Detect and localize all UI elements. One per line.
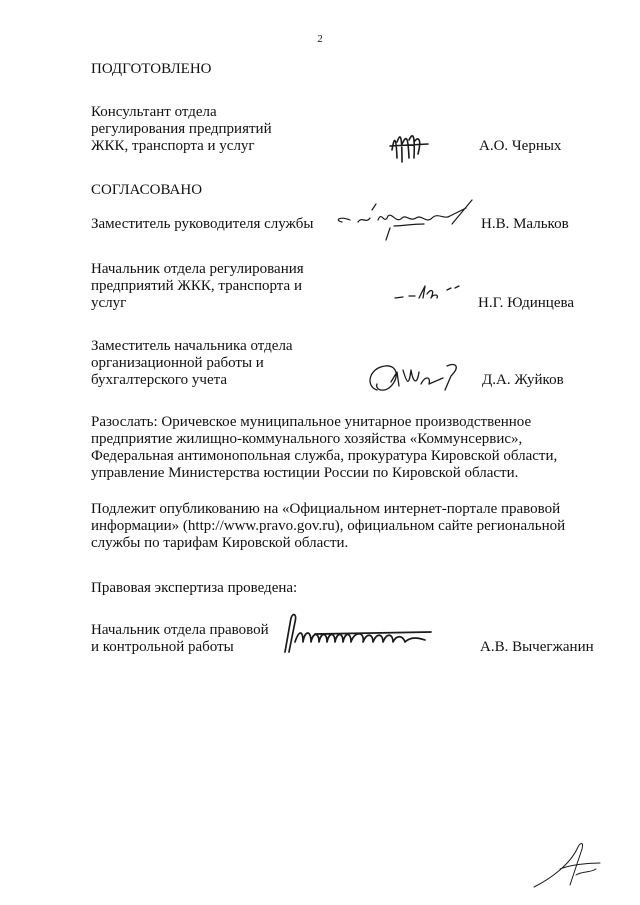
signatory-3-position: Заместитель начальника отдела bbox=[91, 338, 293, 354]
signature-zhuikov bbox=[363, 356, 473, 398]
signatory-2-position: Начальник отдела регулирования bbox=[91, 261, 304, 277]
signature-yudintseva bbox=[393, 280, 473, 308]
signatory-2-position: услуг bbox=[91, 295, 127, 311]
legal-review-position: Начальник отдела правовой bbox=[91, 622, 269, 638]
distribution-line: управление Министерства юстиции России по Кировской области. bbox=[91, 465, 519, 481]
legal-review-heading: Правовая экспертиза проведена: bbox=[91, 580, 298, 596]
distribution-line: Разослать: Оричевское муниципальное унитарное производственное bbox=[91, 414, 532, 430]
signatory-3-name: Д.А. Жуйков bbox=[482, 372, 564, 388]
signature-malkov bbox=[332, 190, 482, 242]
publication-paragraph bbox=[91, 501, 597, 552]
signatory-2-position: предприятий ЖКК, транспорта и bbox=[91, 278, 302, 294]
signatory-3-position: бухгалтерского учета bbox=[91, 372, 228, 388]
corner-initials-signature bbox=[530, 835, 610, 895]
signatory-1-name: Н.В. Мальков bbox=[481, 216, 569, 232]
publication-line: информации» (http://www.pravo.gov.ru), официальном сайте региональной bbox=[91, 518, 566, 534]
signature-chernykh bbox=[388, 128, 438, 168]
publication-line: службы по тарифам Кировской области. bbox=[91, 535, 349, 551]
signatory-2-name: Н.Г. Юдинцева bbox=[478, 295, 575, 311]
publication-line: Подлежит опубликованию на «Официальном интернет-портале правовой bbox=[91, 501, 561, 517]
signatory-3-position: организационной работы и bbox=[91, 355, 264, 371]
legal-review-position: и контрольной работы bbox=[91, 639, 234, 655]
signatory-1-position: Заместитель руководителя службы bbox=[91, 216, 314, 232]
agreed-heading: СОГЛАСОВАНО bbox=[91, 182, 203, 198]
prepared-heading: ПОДГОТОВЛЕНО bbox=[91, 61, 212, 77]
prepared-position-line: Консультант отдела bbox=[91, 104, 217, 120]
prepared-position-line: ЖКК, транспорта и услуг bbox=[91, 138, 255, 154]
page-number: 2 bbox=[317, 33, 323, 45]
distribution-line: Федеральная антимонопольная служба, прокуратура Кировской области, bbox=[91, 448, 558, 464]
signature-vychegzhanin bbox=[275, 608, 455, 658]
distribution-line: предприятие жилищно-коммунального хозяйства «Коммунсервис», bbox=[91, 431, 523, 447]
distribution-paragraph bbox=[91, 414, 597, 482]
prepared-signatory-name: А.О. Черных bbox=[479, 138, 562, 154]
prepared-position-line: регулирования предприятий bbox=[91, 121, 272, 137]
legal-review-signatory-name: А.В. Вычегжанин bbox=[480, 639, 594, 655]
